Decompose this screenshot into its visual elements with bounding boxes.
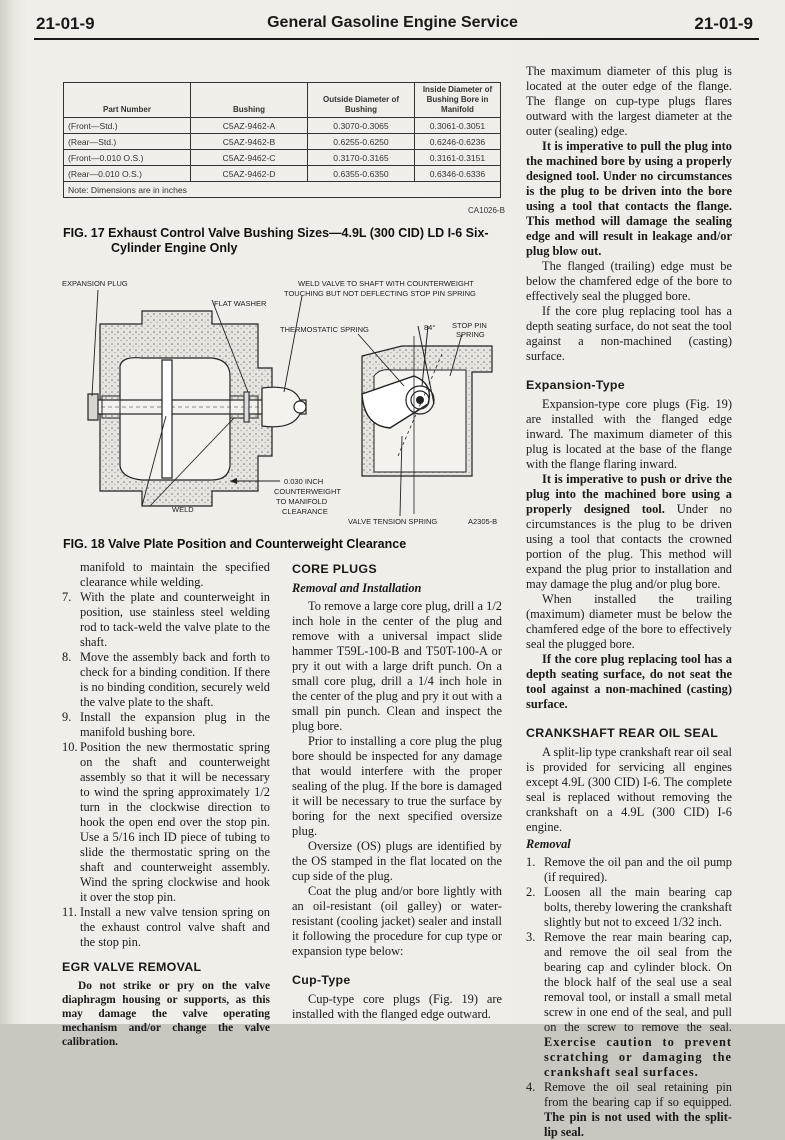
list-item: 4. Remove the oil seal retaining pin from the bearing cap if so equipped. The pin is not used with the split-lip seal. bbox=[526, 1080, 732, 1139]
list-item: 1. Remove the oil pan and the oil pump (if required). bbox=[526, 855, 732, 884]
egr-heading: EGR VALVE REMOVAL bbox=[62, 960, 202, 974]
table-row bbox=[64, 166, 501, 182]
table-cell: C5AZ-9462-D bbox=[191, 166, 308, 182]
list-item: 7. With the plate and counterweight in position, use stainless steel welding rod to tack-weld the valve plate to the shaft. bbox=[62, 590, 270, 649]
table-cell: 0.6355-0.6350 bbox=[308, 166, 415, 182]
label-clearance-1: 0.030 INCH bbox=[284, 477, 324, 486]
table-cell: (Front—0.010 O.S.) bbox=[64, 150, 191, 166]
paragraph-bold: It is imperative to pull the plug into the machined bore by using a properly designed tool. Under no circumstances is the plug to be driven into the bore using a tool that contacts the flange. This method will damage the sealing edge and will result in leakage and/or plug blow out. bbox=[526, 139, 732, 258]
table-cell: 0.3170-0.3165 bbox=[308, 150, 415, 166]
page-number-left: 21-01-9 bbox=[36, 14, 95, 33]
paragraph: A split-lip type crankshaft rear oil seal is provided for servicing all engines except 4.9L (300 CID) I-6. The complete seal is replaced without removing the crankshaft on a 4.9L (300 CID) I-6 engine. bbox=[526, 745, 732, 834]
steps-list bbox=[62, 590, 270, 950]
removal-heading: Removal bbox=[526, 837, 571, 851]
table-header: Inside Diameter of Bushing Bore in Manifold bbox=[415, 83, 501, 118]
paragraph-bold: If the core plug replacing tool has a depth seating surface, do not seat the tool against a non-machined (casting) surface. bbox=[526, 652, 732, 711]
label-clearance-4: CLEARANCE bbox=[282, 507, 328, 516]
caption-line: FIG. 17 Exhaust Control Valve Bushing Sizes—4.9L (300 CID) LD I-6 Six- bbox=[63, 226, 489, 240]
table-cell: 0.6346-0.6336 bbox=[415, 166, 501, 182]
table-cell: 0.6246-0.6236 bbox=[415, 134, 501, 150]
list-item: 8. Move the assembly back and forth to check for a binding condition. If there is no binding condition, securely weld the valve plate to the shaft. bbox=[62, 650, 270, 709]
removal-installation-heading: Removal and Installation bbox=[292, 581, 422, 595]
paragraph: The maximum diameter of this plug is located at the outer edge of the flange. The flange on cup-type plugs flares outward with the largest diameter at the outer (sealing) edge. bbox=[526, 64, 732, 138]
table-row bbox=[64, 150, 501, 166]
crankshaft-heading: CRANKSHAFT REAR OIL SEAL bbox=[526, 726, 719, 740]
paragraph: Coat the plug and/or bore lightly with an oil-resistant (oil galley) or water-resistant (cooling jacket) sealer and install it following the procedure for cup type or expansion type below: bbox=[292, 884, 502, 958]
removal-steps-list bbox=[526, 855, 732, 1140]
table-cell: 0.3070-0.3065 bbox=[308, 118, 415, 134]
label-stop-pin-1: STOP PIN bbox=[452, 321, 487, 330]
core-plugs-heading: CORE PLUGS bbox=[292, 562, 377, 576]
page-number-right: 21-01-9 bbox=[694, 14, 753, 33]
list-item: 9. Install the expansion plug in the manifold bushing bore. bbox=[62, 710, 270, 739]
table-cell: 0.3161-0.3151 bbox=[415, 150, 501, 166]
paragraph: When installed the trailing (maximum) diameter must be below the chamfered edge of the bore to effectively seal the plugged bore. bbox=[526, 592, 732, 651]
paragraph: manifold to maintain the specified clearance while welding. bbox=[80, 560, 270, 589]
table-cell: C5AZ-9462-B bbox=[191, 134, 308, 150]
header-rule bbox=[34, 38, 759, 40]
egr-warning: Do not strike or pry on the valve diaphragm housing or supports, as this may damage the valve operating mechanism and/or change the valve calibration. bbox=[62, 980, 270, 1048]
table-cell: (Front—Std.) bbox=[64, 118, 191, 134]
label-clearance-3: TO MANIFOLD bbox=[276, 497, 328, 506]
label-clearance-2: COUNTERWEIGHT bbox=[274, 487, 341, 496]
paragraph: If the core plug replacing tool has a depth seating surface, do not seat the tool against a non-machined (casting) surface. bbox=[526, 304, 732, 363]
table-row bbox=[64, 118, 501, 134]
table-cell: C5AZ-9462-A bbox=[191, 118, 308, 134]
label-flat-washer: FLAT WASHER bbox=[214, 299, 267, 308]
label-stop-pin-2: SPRING bbox=[456, 330, 485, 339]
middle-column bbox=[292, 560, 502, 1022]
expansion-type-heading: Expansion-Type bbox=[526, 378, 625, 392]
table-cell: (Rear—0.010 O.S.) bbox=[64, 166, 191, 182]
figure-17-caption bbox=[63, 226, 513, 256]
table-cell: (Rear—Std.) bbox=[64, 134, 191, 150]
cup-type-heading: Cup-Type bbox=[292, 973, 351, 987]
figure-18-code: A2305-B bbox=[468, 517, 498, 526]
table-header: Outside Diameter of Bushing bbox=[308, 83, 415, 118]
label-valve-tension-spring: VALVE TENSION SPRING bbox=[348, 517, 438, 526]
table-cell: 0.3061-0.3051 bbox=[415, 118, 501, 134]
label-weld-valve-2: TOUCHING BUT NOT DEFLECTING STOP PIN SPRING bbox=[284, 289, 476, 298]
shaft-end bbox=[294, 401, 306, 413]
list-item: 2. Loosen all the main bearing cap bolts, thereby lowering the crankshaft slightly but not to exceed 1/32 inch. bbox=[526, 885, 732, 929]
figure-17-code: CA1026-B bbox=[468, 206, 505, 215]
left-column bbox=[62, 560, 270, 1049]
paragraph: To remove a large core plug, drill a 1/2 inch hole in the center of the plug and remove with a universal impact slide hammer T59L-100-B and T50T-100-A or pry it out with a large drift punch. On a small core plug, drill a 1/4 inch hole in the center of the plug and pry it out with a small pin punch. Clean and inspect the plug bore. bbox=[292, 599, 502, 733]
table-cell: C5AZ-9462-C bbox=[191, 150, 308, 166]
table-note: Note: Dimensions are in inches bbox=[64, 182, 501, 198]
valve-plate bbox=[162, 360, 172, 478]
expansion-plug-shape bbox=[88, 394, 98, 420]
table-cell: 0.6255-0.6250 bbox=[308, 134, 415, 150]
label-thermostatic-spring: THERMOSTATIC SPRING bbox=[280, 325, 369, 334]
figure-18-caption: FIG. 18 Valve Plate Position and Counterweight Clearance bbox=[63, 537, 407, 551]
bushing-size-table bbox=[63, 82, 501, 198]
paragraph: Oversize (OS) plugs are identified by the OS stamped in the flat located on the cup side of the plug. bbox=[292, 839, 502, 883]
caption-line: Cylinder Engine Only bbox=[111, 241, 238, 255]
table-header-row bbox=[64, 83, 501, 118]
table-header: Bushing bbox=[191, 83, 308, 118]
label-angle: 84° bbox=[424, 323, 436, 332]
list-item: 3. Remove the rear main bearing cap, and remove the oil seal from the bearing cap and cylinder block. On the block half of the seal use a seal removal tool, or install a small metal screw in one end of the seal, and pull on the screw to remove the seal. Exercise caution to prevent scratching or damaging the crankshaft seal surfaces. bbox=[526, 930, 732, 1079]
paragraph: Expansion-type core plugs (Fig. 19) are installed with the flanged edge inward. The maximum diameter of this plug is located at the base of the flange with the flange flaring inward. bbox=[526, 397, 732, 471]
list-item: 10. Position the new thermostatic spring on the shaft and counterweight assembly so that it will be necessary to wind the spring approximately 1/2 turn in the clockwise direction to hook the open end over the stop pin. Use a 5/16 inch ID piece of tubing to slide the thermostatic spring on the shaft and counterweight assembly. Wind the spring clockwise and hook it over the stop pin. bbox=[62, 740, 270, 904]
table-row bbox=[64, 134, 501, 150]
paragraph: Cup-type core plugs (Fig. 19) are installed with the flanged edge outward. bbox=[292, 992, 502, 1021]
label-weld: WELD bbox=[172, 505, 194, 514]
page-title: General Gasoline Engine Service bbox=[267, 14, 518, 31]
paragraph: Prior to installing a core plug the plug bore should be inspected for any damage that would interfere with the proper sealing of the plug. If the bore is damaged it will be necessary to true the surface by boring for the next specified oversize plug. bbox=[292, 734, 502, 838]
table-header: Part Number bbox=[64, 83, 191, 118]
exhaust-bore bbox=[120, 358, 230, 480]
paragraph: The flanged (trailing) edge must be below the chamfered edge of the bore to effectively seal the plugged bore. bbox=[526, 259, 732, 303]
right-column bbox=[526, 64, 732, 1140]
valve-plate-diagram bbox=[62, 276, 502, 534]
label-expansion-plug: EXPANSION PLUG bbox=[62, 279, 128, 288]
flat-washer-shape bbox=[244, 392, 249, 422]
table-note-row bbox=[64, 182, 501, 198]
label-weld-valve-1: WELD VALVE TO SHAFT WITH COUNTERWEIGHT bbox=[298, 279, 474, 288]
paragraph: It is imperative to push or drive the plug into the machined bore using a properly designed tool. Under no circumstances is the plug to be driven using a tool that contacts the crowned portion of the plug. This method will expand the plug prior to installation and may damage the plug and/or plug bore. bbox=[526, 472, 732, 591]
list-item: 11. Install a new valve tension spring on the exhaust control valve shaft and the stop pin. bbox=[62, 905, 270, 949]
